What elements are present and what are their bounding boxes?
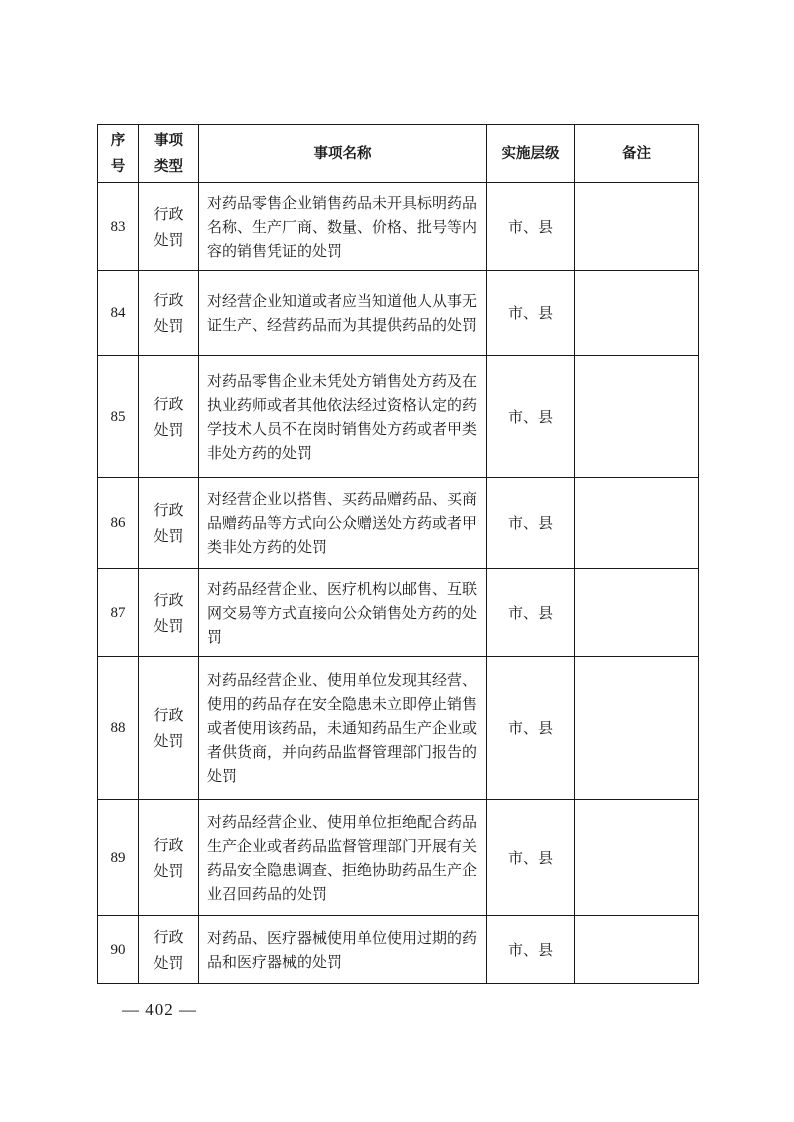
table-row (98, 657, 699, 800)
row-type: 行政处罚 (139, 356, 199, 478)
row-note (575, 356, 699, 478)
table-row (98, 916, 699, 984)
row-note (575, 800, 699, 916)
row-no: 83 (98, 183, 139, 271)
row-level: 市、县 (487, 478, 575, 569)
row-name: 对经营企业以搭售、买药品赠药品、买商品赠药品等方式向公众赠送处方药或者甲类非处方药的处罚 (199, 478, 487, 569)
row-type: 行政处罚 (139, 657, 199, 800)
row-name: 对药品零售企业销售药品未开具标明药品名称、生产厂商、数量、价格、批号等内容的销售凭证的处罚 (199, 183, 487, 271)
row-level: 市、县 (487, 569, 575, 657)
table-header-row (98, 125, 699, 183)
table-row (98, 183, 699, 271)
table-row (98, 478, 699, 569)
row-level: 市、县 (487, 271, 575, 356)
row-level: 市、县 (487, 183, 575, 271)
row-no: 88 (98, 657, 139, 800)
row-name: 对药品经营企业、使用单位发现其经营、使用的药品存在安全隐患未立即停止销售或者使用该药品，未通知药品生产企业或者供货商，并向药品监督管理部门报告的处罚 (199, 657, 487, 800)
row-no: 86 (98, 478, 139, 569)
row-type: 行政处罚 (139, 478, 199, 569)
row-level: 市、县 (487, 916, 575, 984)
header-name: 事项名称 (199, 125, 487, 183)
row-type: 行政处罚 (139, 271, 199, 356)
row-type: 行政处罚 (139, 800, 199, 916)
row-name: 对药品经营企业、医疗机构以邮售、互联网交易等方式直接向公众销售处方药的处罚 (199, 569, 487, 657)
row-type: 行政处罚 (139, 916, 199, 984)
row-name: 对药品零售企业未凭处方销售处方药及在执业药师或者其他依法经过资格认定的药学技术人员不在岗时销售处方药或者甲类非处方药的处罚 (199, 356, 487, 478)
row-level: 市、县 (487, 800, 575, 916)
row-note (575, 271, 699, 356)
row-no: 84 (98, 271, 139, 356)
header-note: 备注 (575, 125, 699, 183)
row-note (575, 183, 699, 271)
row-no: 87 (98, 569, 139, 657)
items-table (97, 124, 699, 984)
table-row (98, 271, 699, 356)
row-no: 89 (98, 800, 139, 916)
header-no: 序号 (98, 125, 139, 183)
table-row (98, 800, 699, 916)
page-number: — 402 — (122, 1000, 197, 1019)
row-note (575, 916, 699, 984)
row-name: 对经营企业知道或者应当知道他人从事无证生产、经营药品而为其提供药品的处罚 (199, 271, 487, 356)
header-type: 事项类型 (139, 125, 199, 183)
row-name: 对药品、医疗器械使用单位使用过期的药品和医疗器械的处罚 (199, 916, 487, 984)
row-note (575, 657, 699, 800)
row-type: 行政处罚 (139, 569, 199, 657)
row-level: 市、县 (487, 657, 575, 800)
row-no: 90 (98, 916, 139, 984)
table-row (98, 569, 699, 657)
row-note (575, 478, 699, 569)
row-name: 对药品经营企业、使用单位拒绝配合药品生产企业或者药品监督管理部门开展有关药品安全隐患调查、拒绝协助药品生产企业召回药品的处罚 (199, 800, 487, 916)
row-level: 市、县 (487, 356, 575, 478)
row-type: 行政处罚 (139, 183, 199, 271)
row-no: 85 (98, 356, 139, 478)
row-note (575, 569, 699, 657)
table-row (98, 356, 699, 478)
header-level: 实施层级 (487, 125, 575, 183)
